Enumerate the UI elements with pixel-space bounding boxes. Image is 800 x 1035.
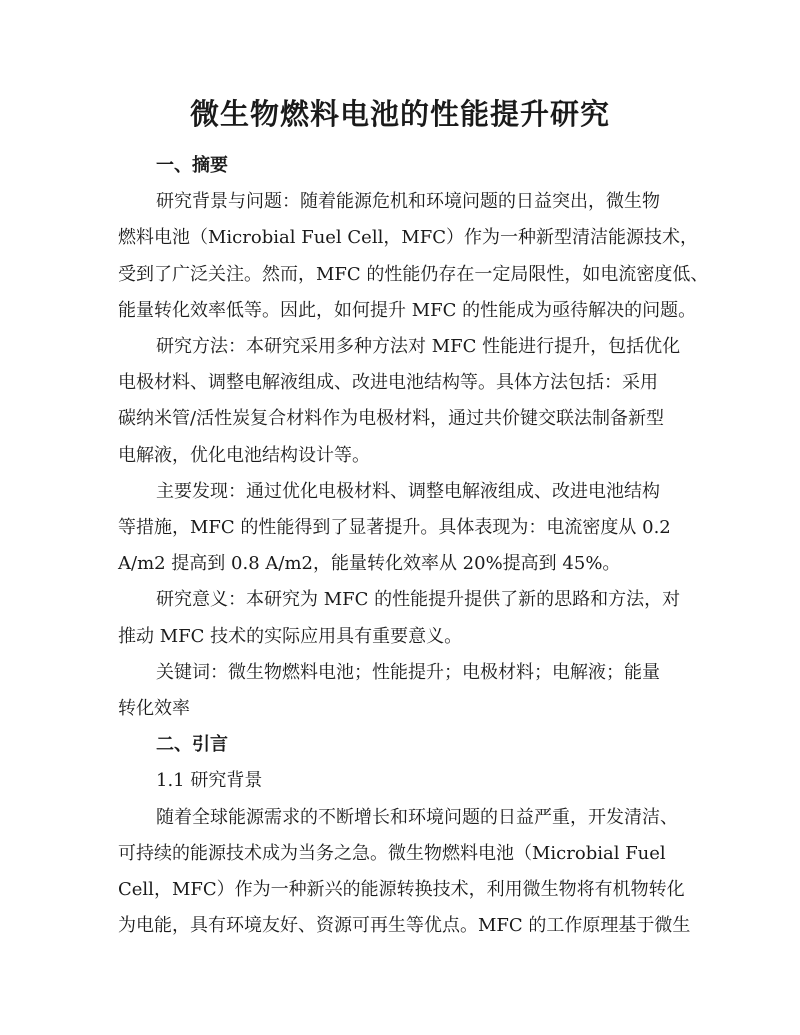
text-line: 为电能，具有环境友好、资源可再生等优点。MFC 的工作原理基于微生 [118, 915, 691, 937]
paragraph-findings [118, 474, 688, 583]
subsection-heading-background: 1.1 研究背景 [156, 770, 263, 792]
paragraph-methods [118, 329, 688, 474]
document-title: 微生物燃料电池的性能提升研究 [189, 97, 610, 131]
text-line: 随着全球能源需求的不断增长和环境问题的日益严重，开发清洁、 [156, 806, 678, 828]
text-line: 碳纳米管/活性炭复合材料作为电极材料，通过共价键交联法制备新型 [118, 408, 665, 430]
paragraph-significance [118, 582, 688, 654]
text-line: 能量转化效率低等。因此，如何提升 MFC 的性能成为亟待解决的问题。 [118, 299, 697, 321]
paragraph-background [118, 184, 709, 329]
text-line: 研究意义：本研究为 MFC 的性能提升提供了新的思路和方法，对 [156, 589, 681, 611]
text-line: 可持续的能源技术成为当务之急。微生物燃料电池（Microbial Fuel [118, 842, 666, 864]
text-line: 燃料电池（Microbial Fuel Cell，MFC）作为一种新型清洁能源技术， [118, 227, 699, 249]
paragraph-intro-background [118, 800, 691, 945]
paragraph-keywords [118, 655, 688, 727]
text-line: 转化效率 [118, 698, 190, 720]
text-line: 电解液，优化电池结构设计等。 [118, 444, 370, 466]
text-line: 推动 MFC 技术的实际应用具有重要意义。 [118, 625, 463, 647]
text-line: 电极材料、调整电解液组成、改进电池结构等。具体方法包括：采用 [118, 372, 658, 394]
text-line: 研究背景与问题：随着能源危机和环境问题的日益突出，微生物 [156, 191, 660, 213]
text-line: A/m2 提高到 0.8 A/m2，能量转化效率从 20%提高到 45%。 [118, 553, 621, 575]
section-heading-introduction: 二、引言 [156, 734, 228, 756]
text-line: 关键词：微生物燃料电池；性能提升；电极材料；电解液；能量 [156, 661, 660, 683]
document-body [118, 148, 709, 944]
text-line: 受到了广泛关注。然而，MFC 的性能仍存在一定局限性，如电流密度低、 [118, 263, 709, 285]
text-line: 等措施，MFC 的性能得到了显著提升。具体表现为：电流密度从 0.2 [118, 517, 671, 539]
text-line: Cell，MFC）作为一种新兴的能源转换技术，利用微生物将有机物转化 [118, 879, 685, 901]
text-line: 研究方法：本研究采用多种方法对 MFC 性能进行提升，包括优化 [156, 336, 681, 358]
section-heading-abstract: 一、摘要 [156, 155, 228, 176]
text-line: 主要发现：通过优化电极材料、调整电解液组成、改进电池结构 [156, 480, 660, 502]
